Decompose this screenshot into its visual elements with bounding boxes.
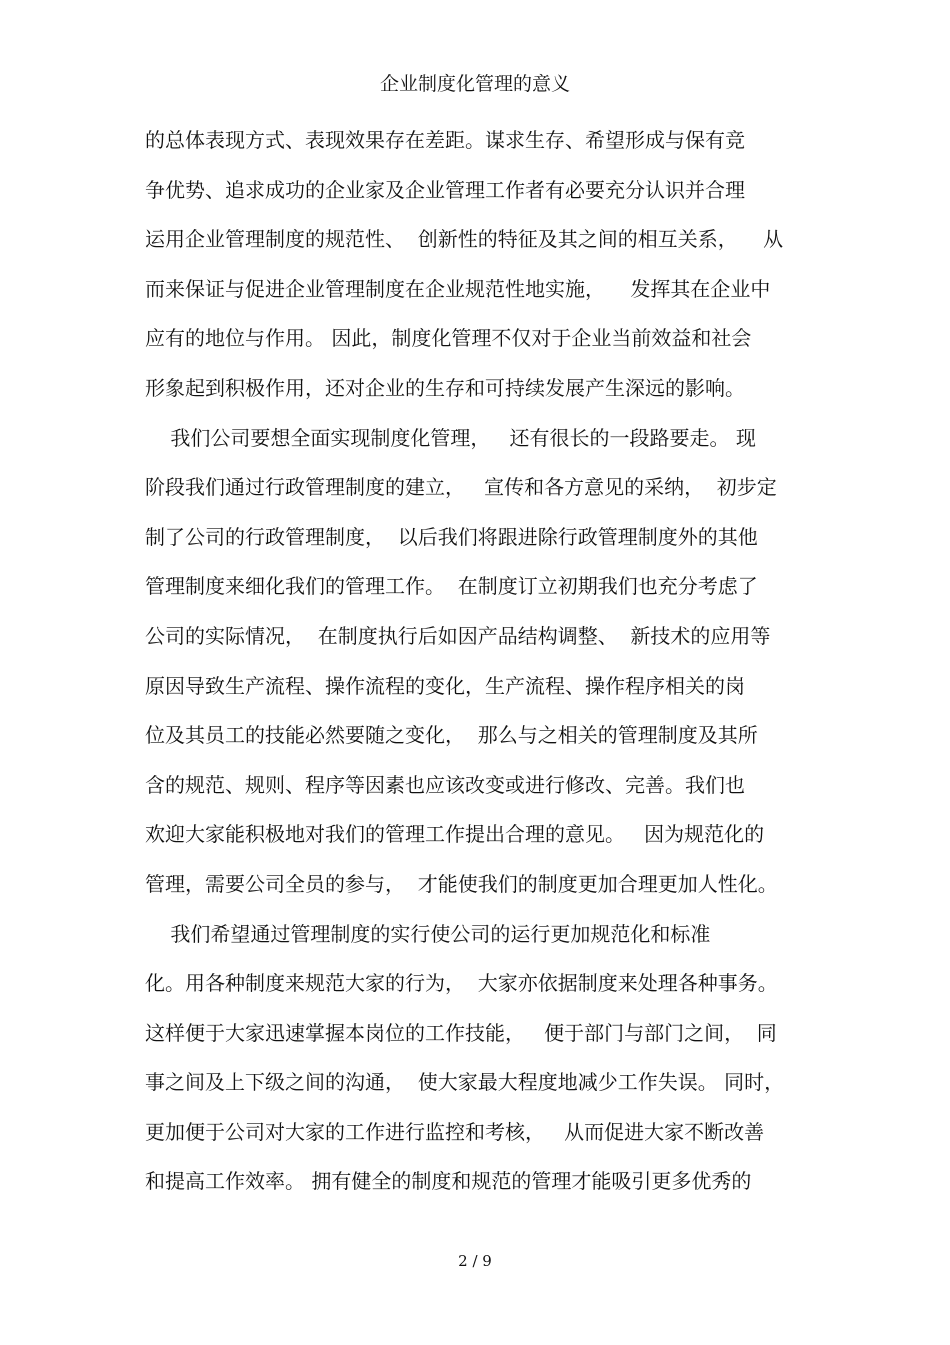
page-title: 企业制度化管理的意义	[379, 73, 570, 95]
document-body	[145, 124, 815, 1215]
text-line: 含的规范、规则、程序等因素也应该改变或进行修改、完善。我们也	[145, 772, 745, 797]
text-line: 运用企业管理制度的规范性、 创新性的特征及其之间的相互关系， 从	[145, 227, 784, 252]
page-number: 2 / 9	[458, 1252, 492, 1270]
text-line: 这样便于大家迅速掌握本岗位的工作技能， 便于部门与部门之间， 同	[145, 1020, 777, 1045]
text-line: 争优势、追求成功的企业家及企业管理工作者有必要充分认识并合理	[145, 177, 745, 202]
text-line: 的总体表现方式、表现效果存在差距。谋求生存、希望形成与保有竞	[145, 128, 745, 152]
text-line: 我们公司要想全面实现制度化管理， 还有很长的一段路要走。 现	[145, 425, 756, 450]
text-line: 欢迎大家能积极地对我们的管理工作提出合理的意见。 因为规范化的	[145, 822, 765, 847]
text-line: 应有的地位与作用。 因此，制度化管理不仅对于企业当前效益和社会	[145, 326, 752, 351]
text-line: 管理，需要公司全员的参与， 才能使我们的制度更加合理更加人性化。	[145, 871, 778, 896]
text-line: 制了公司的行政管理制度， 以后我们将跟进除行政管理制度外的其他	[145, 524, 758, 549]
text-line: 我们希望通过管理制度的实行使公司的运行更加规范化和标准	[145, 921, 711, 946]
text-line: 和提高工作效率。 拥有健全的制度和规范的管理才能吸引更多优秀的	[145, 1169, 752, 1194]
text-line: 位及其员工的技能必然要随之变化， 那么与之相关的管理制度及其所	[145, 723, 758, 748]
text-line: 化。用各种制度来规范大家的行为， 大家亦依据制度来处理各种事务。	[145, 971, 778, 996]
text-line: 形象起到积极作用，还对企业的生存和可持续发展产生深远的影响。	[145, 375, 745, 400]
text-line: 事之间及上下级之间的沟通， 使大家最大程度地减少工作失误。 同时，	[145, 1070, 785, 1095]
text-line: 更加便于公司对大家的工作进行监控和考核， 从而促进大家不断改善	[145, 1119, 765, 1144]
text-line: 而来保证与促进企业管理制度在企业规范性地实施， 发挥其在企业中	[145, 276, 771, 301]
text-line: 阶段我们通过行政管理制度的建立， 宣传和各方意见的采纳， 初步定	[145, 475, 777, 500]
text-line: 公司的实际情况， 在制度执行后如因产品结构调整、 新技术的应用等	[145, 623, 771, 648]
text-line: 原因导致生产流程、操作流程的变化，生产流程、操作程序相关的岗	[145, 673, 745, 698]
text-line: 管理制度来细化我们的管理工作。 在制度订立初期我们也充分考虑了	[145, 574, 758, 599]
